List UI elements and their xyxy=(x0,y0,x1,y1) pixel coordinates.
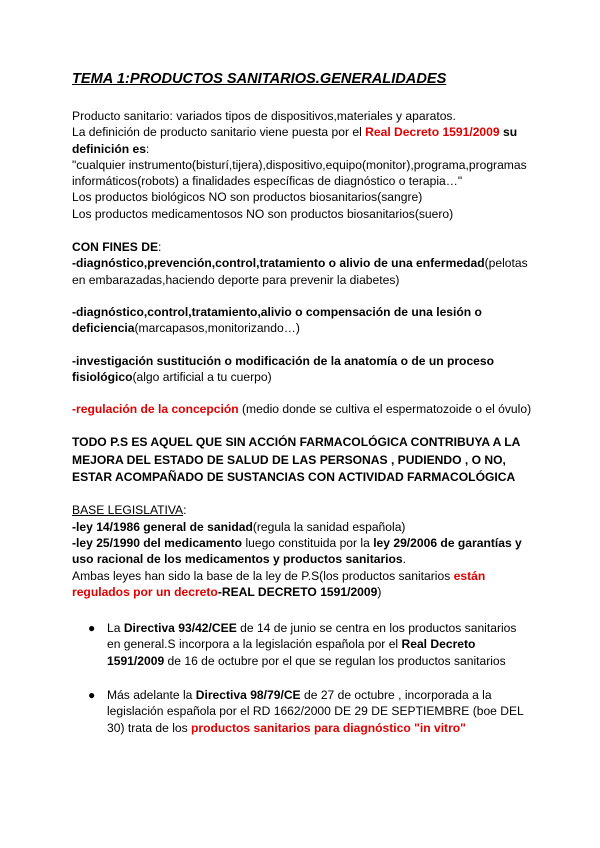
main-statement: TODO P.S ES AQUEL QUE SIN ACCIÓN FARMACOLÓGICA CONTRIBUYA A LA MEJORA DEL ESTADO DE SALUD DE LAS PERSONAS , PUDIENDO , O NO, ESTAR ACOMPAÑADO DE SUSTANCIAS CON ACTIVIDAD FARMACOLÓGICA xyxy=(72,435,520,485)
fines-item-1-bold: -diagnóstico,prevención,control,tratamiento o alivio de una enfermedad xyxy=(72,256,485,271)
definition-quote: "cualquier instrumento(bisturí,tijera),dispositivo,equipo(monitor),programa,programas informáticos(robots) a finalidades específicas de diagnóstico o terapia…" xyxy=(72,157,527,189)
fines-heading xyxy=(72,239,532,255)
b1-text-3: de 16 de octubre por el que se regulan los productos sanitarios xyxy=(164,653,506,668)
period: . xyxy=(402,552,407,567)
fines-item-2-bold: -diagnóstico,control,tratamiento,alivio o compensación de una lesión o deficiencia xyxy=(72,304,482,336)
fines-item-3-bold: -investigación sustitución o modificación de la anatomía o de un proceso fisiológico xyxy=(72,353,495,384)
fines-item-4-rest: (medio donde se cultiva el espermatozoide o el óvulo) xyxy=(238,402,532,417)
ley-2-bold2: ley 29/2006 de garantías y uso racional de los medicamentos y productos sanitarios xyxy=(72,535,522,567)
intro-text: La definición de producto sanitario viene puesta por el xyxy=(72,125,366,140)
page-title: TEMA 1:PRODUCTOS SANITARIOS.GENERALIDADES xyxy=(72,71,447,87)
fines-item-3 xyxy=(72,353,532,386)
fines-item-4 xyxy=(72,401,532,417)
intro-line-2 xyxy=(72,124,532,140)
base-heading-text: BASE LEGISLATIVA xyxy=(72,503,184,518)
b2-text-2: de 27 de octubre , incorporada a la legislación española por el RD 1662/2000 DE 29 DE SEPTIEMBRE (boe DEL 30) trata de los xyxy=(107,688,524,735)
directivas-list xyxy=(72,620,532,736)
fines-item-3-rest: (algo artificial a tu cuerpo) xyxy=(132,369,272,384)
intro-line-6: Los productos medicamentosos NO son productos biosanitarios(suero) xyxy=(72,206,454,221)
ley-1 xyxy=(72,519,532,535)
b2-red: productos sanitarios para diagnóstico "in vitro" xyxy=(191,720,466,735)
fines-item-2 xyxy=(72,304,532,337)
fines-item-4-red: -regulación de la concepción xyxy=(72,402,239,417)
paren: ) xyxy=(377,584,382,599)
bullet-icon: ● xyxy=(88,688,96,703)
fines-heading-text: CON FINES DE xyxy=(72,240,159,255)
definition-label: definición es xyxy=(72,141,146,156)
ley-1-bold: -ley 14/1986 general de sanidad xyxy=(72,519,253,534)
ley-2-mid: luego constituida por la xyxy=(242,535,374,550)
ley-1-rest: (regula la sanidad española) xyxy=(252,519,406,534)
intro-line-1: Producto sanitario: variados tipos de dispositivos,materiales y aparatos. xyxy=(72,109,456,123)
ambas-red: están regulados por un decreto xyxy=(72,568,486,599)
document-page xyxy=(72,70,532,736)
colon: : xyxy=(183,503,187,518)
colon: : xyxy=(145,141,150,156)
fines-item-2-rest: (marcapasos,monitorizando…) xyxy=(134,321,300,336)
b2-text: Más adelante la xyxy=(107,688,196,703)
ley-2 xyxy=(72,535,532,568)
b1-bold: Directiva 93/42/CEE xyxy=(123,621,237,636)
intro-bold-su: su xyxy=(499,125,518,140)
ley-2-bold: -ley 25/1990 del medicamento xyxy=(72,535,243,550)
list-item xyxy=(72,687,532,736)
b1-text-2: de 14 de junio se centra en los productos sanitarios en general.S incorpora a la legislación española por el xyxy=(107,621,517,652)
b2-bold: Directiva 98/79/CE xyxy=(195,688,301,703)
b1-bold-2: Real Decreto 1591/2009 xyxy=(107,637,476,668)
b1-text: La xyxy=(107,621,124,636)
list-item xyxy=(72,620,532,669)
fines-item-1-rest: (pelotas en embarazadas,haciendo deporte para prevenir la diabetes) xyxy=(72,256,528,287)
real-decreto-ref: Real Decreto 1591/2009 xyxy=(365,125,500,140)
fines-item-1 xyxy=(72,255,532,288)
ambas-bold: -REAL DECRETO 1591/2009 xyxy=(217,584,378,599)
base-heading xyxy=(72,502,532,518)
ambas-text: Ambas leyes han sido la base de la ley de P.S(los productos sanitarios xyxy=(72,568,454,583)
intro-line-5: Los productos biológicos NO son productos biosanitarios(sangre) xyxy=(72,190,423,205)
intro-line-3 xyxy=(72,141,532,157)
colon: : xyxy=(158,240,162,255)
ambas-leyes xyxy=(72,568,532,601)
bullet-icon: ● xyxy=(88,621,96,636)
